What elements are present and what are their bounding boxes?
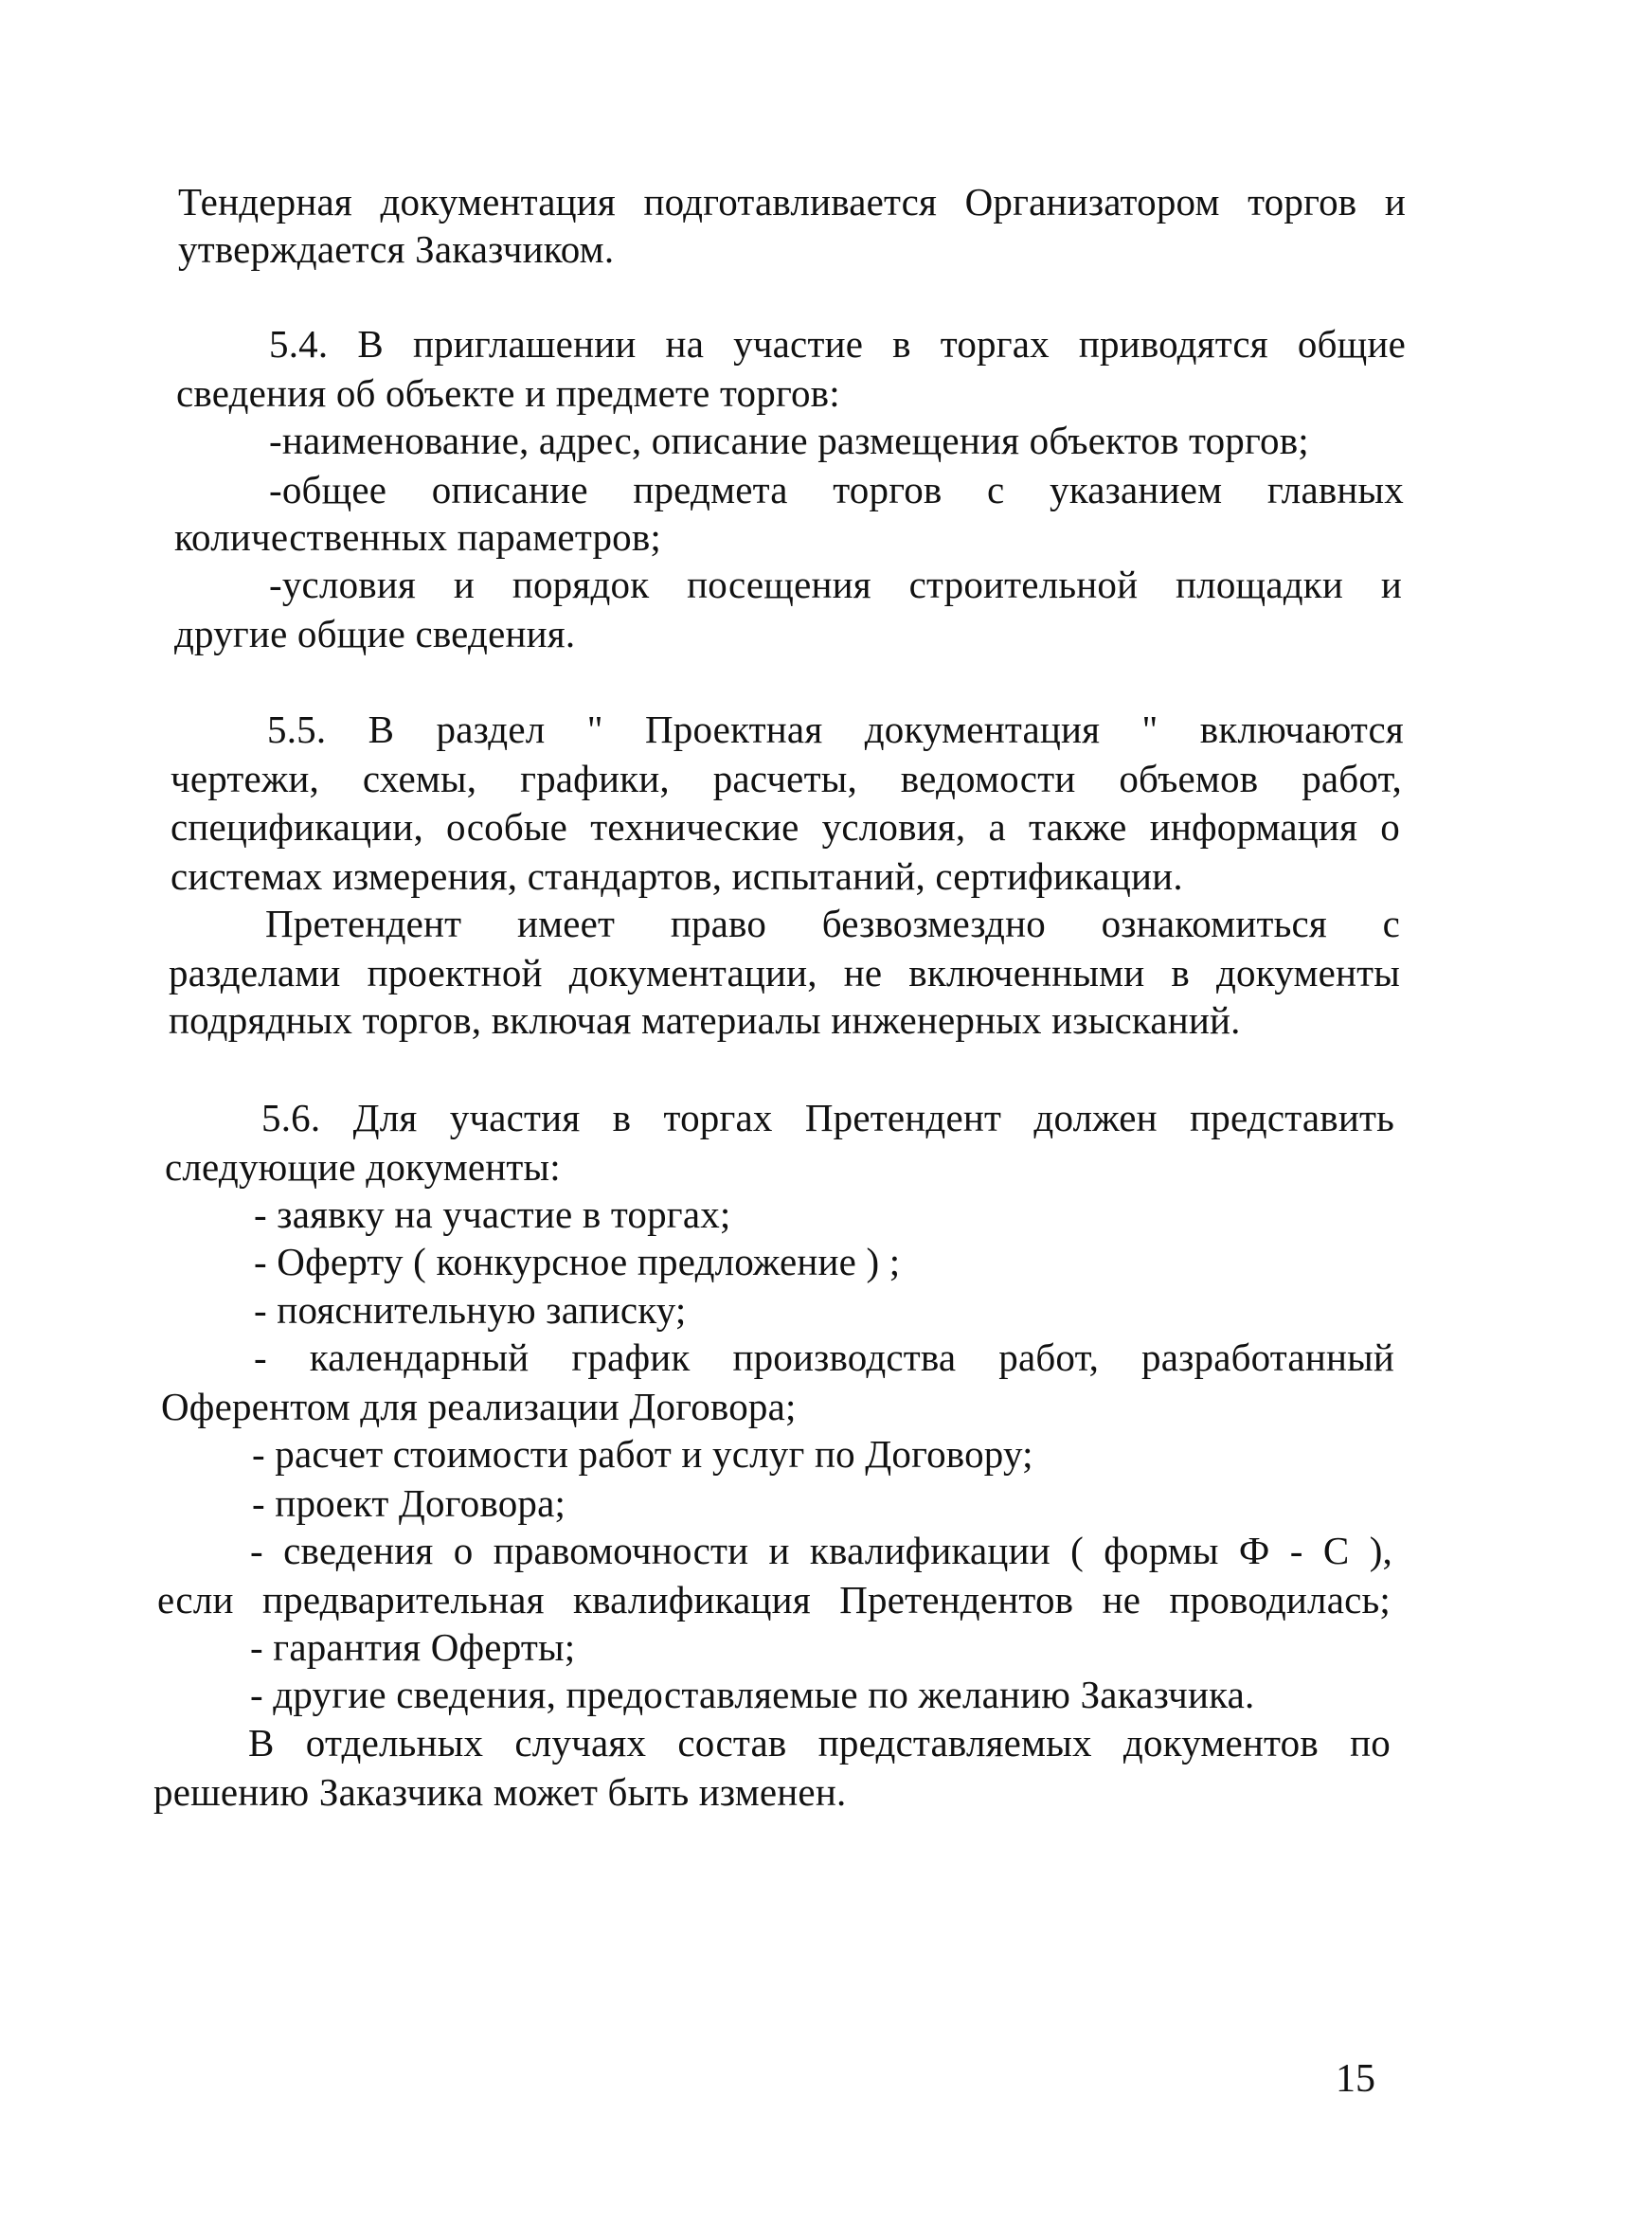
text-line: разделами проектной документации, не включенными в документы	[169, 951, 1400, 995]
text-line: - Оферту ( конкурсное предложение ) ;	[254, 1240, 901, 1283]
text-line: - расчет стоимости работ и услуг по Договору;	[252, 1432, 1033, 1476]
text-line: - заявку на участие в торгах;	[254, 1192, 731, 1236]
text-line: спецификации, особые технические условия, а также информация о	[171, 805, 1400, 849]
text-line: - гарантия Оферты;	[250, 1625, 576, 1669]
text-line: подрядных торгов, включая материалы инженерных изысканий.	[169, 998, 1241, 1042]
text-line: 5.4. В приглашении на участие в торгах приводятся общие	[269, 322, 1406, 366]
text-line: Оферентом для реализации Договора;	[161, 1385, 797, 1428]
text-line: 5.6. Для участия в торгах Претендент должен представить	[261, 1096, 1394, 1139]
text-line: чертежи, схемы, графики, расчеты, ведомости объемов работ,	[171, 757, 1402, 800]
text-line: другие общие сведения.	[174, 612, 576, 655]
text-line: - пояснительную записку;	[254, 1288, 687, 1332]
text-line: 5.5. В раздел " Проектная документация " включаются	[267, 708, 1404, 751]
text-line: -наименование, адрес, описание размещения объектов торгов;	[269, 419, 1309, 462]
text-line: Претендент имеет право безвозмездно ознакомиться с	[265, 902, 1400, 945]
text-line: В отдельных случаях состав представляемых документов по	[248, 1721, 1391, 1765]
text-line: - календарный график производства работ, разработанный	[254, 1335, 1394, 1379]
text-line: системах измерения, стандартов, испытаний, сертификации.	[171, 854, 1183, 898]
text-line: -условия и порядок посещения строительной площадки и	[269, 563, 1402, 606]
text-line: - сведения о правомочности и квалификации ( формы Ф - С ),	[250, 1529, 1392, 1572]
text-line: Тендерная документация подготавливается Организатором торгов и	[178, 180, 1406, 224]
page-number: 15	[1336, 2057, 1375, 2101]
text-line: - проект Договора;	[252, 1481, 566, 1525]
text-line: решению Заказчика может быть изменен.	[153, 1770, 847, 1814]
text-line: следующие документы:	[165, 1145, 561, 1189]
text-line: количественных параметров;	[174, 515, 661, 559]
text-line: утверждается Заказчиком.	[178, 227, 615, 271]
text-line: сведения об объекте и предмете торгов:	[176, 371, 840, 415]
text-line: если предварительная квалификация Претендентов не проводилась;	[157, 1578, 1391, 1622]
text-line: - другие сведения, предоставляемые по желанию Заказчика.	[250, 1673, 1255, 1716]
text-line: -общее описание предмета торгов с указанием главных	[269, 468, 1404, 511]
